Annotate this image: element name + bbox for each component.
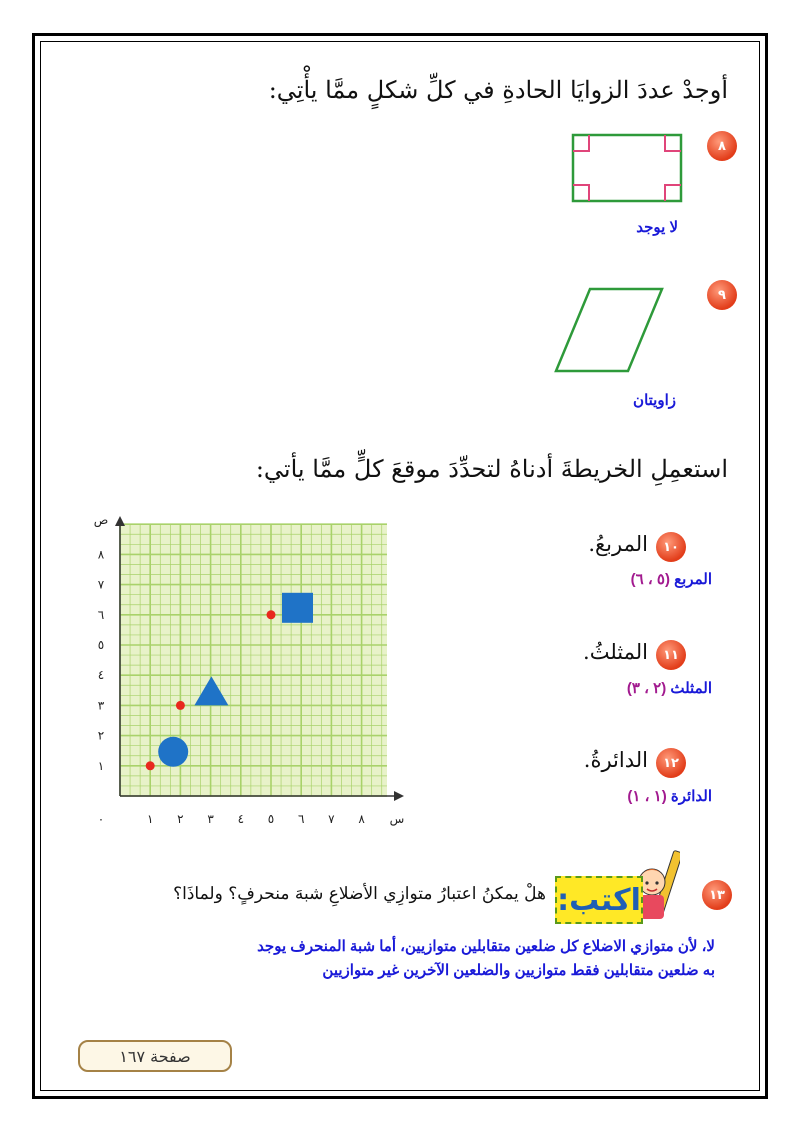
answer-11-label: المثلث <box>670 680 712 697</box>
x-tick-label: ١ <box>146 812 154 826</box>
x-tick-label: ٦ <box>297 812 305 826</box>
question-11: المثلثُ. <box>583 640 648 664</box>
answer-10-label: المربع <box>674 571 712 588</box>
question-number-badge-9: ٩ <box>707 280 737 310</box>
question-number-badge-8: ٨ <box>707 131 737 161</box>
square-shape <box>282 593 313 623</box>
question-13: هلْ يمكنُ اعتبارُ متوازِي الأضلاعِ شبهَ منحرفٍ؟ ولماذَا؟ <box>173 884 546 904</box>
answer-12-coords: (١ ، ١) <box>627 788 667 805</box>
x-axis-label: س <box>389 812 405 826</box>
question-number-badge-11: ١١ <box>656 640 686 670</box>
x-tick-label: ٢ <box>177 812 184 826</box>
parallelogram-shape <box>552 283 668 377</box>
question-number-badge-13: ١٣ <box>702 880 732 910</box>
coordinate-grid <box>78 512 408 832</box>
y-axis-label: ص <box>93 513 109 527</box>
answer-9: زاويتان <box>633 392 676 409</box>
answer-11-coords: (٢ ، ٣) <box>626 680 667 697</box>
answer-12 <box>627 787 712 805</box>
answer-11 <box>627 679 712 697</box>
answer-10-coords: (٥ ، ٦) <box>630 571 670 588</box>
y-axis-arrow <box>115 516 125 526</box>
answer-13-line2: به ضلعين متقابلين فقط متوازيين والضلعين الآخرين غير متوازيين <box>322 962 715 979</box>
x-axis-arrow <box>394 791 404 801</box>
y-tick-label: ١ <box>97 758 105 773</box>
square-point <box>267 610 276 619</box>
y-tick-label: ٥ <box>97 638 105 652</box>
origin-label: ٠ <box>97 812 105 826</box>
question-number-badge-10: ١٠ <box>656 532 686 562</box>
y-tick-label: ٦ <box>97 607 105 622</box>
question-10: المربعُ. <box>588 532 648 556</box>
x-tick-label: ٨ <box>358 812 365 826</box>
page-number-badge: صفحة ١٦٧ <box>78 1040 232 1072</box>
triangle-point <box>176 701 185 710</box>
x-tick-label: ٧ <box>328 812 335 826</box>
answer-12-label: الدائرة <box>670 788 712 805</box>
y-tick-label: ٤ <box>97 668 105 683</box>
section2-title: استعمِلِ الخريطةَ أدناهُ لتحدِّدَ موقعَ كلٍّ ممَّا يأتي: <box>255 455 728 483</box>
y-tick-label: ٨ <box>97 547 105 562</box>
x-tick-label: ٣ <box>207 812 214 826</box>
question-number-badge-12: ١٢ <box>656 748 686 778</box>
answer-13-line1: لا، لأن متوازي الاضلاع كل ضلعين متقابلين متوازيين، أما شبة المنحرف يوجد <box>257 938 715 955</box>
circle-point <box>146 761 155 770</box>
y-tick-label: ٢ <box>97 728 105 743</box>
write-label-box: اكتب: <box>555 876 643 924</box>
answer-8: لا يوجد <box>636 219 678 236</box>
section1-title: أوجدْ عددَ الزوايَا الحادةِ في كلِّ شكلٍ ممَّا يأْتِي: <box>268 76 728 104</box>
rectangle-shape <box>569 131 685 205</box>
x-tick-label: ٤ <box>237 812 245 826</box>
question-12: الدائرةُ. <box>583 748 648 772</box>
x-tick-label: ٥ <box>267 812 275 826</box>
y-tick-label: ٣ <box>97 698 105 713</box>
y-tick-label: ٧ <box>97 577 105 592</box>
circle-shape <box>158 737 188 767</box>
answer-10 <box>631 570 712 588</box>
